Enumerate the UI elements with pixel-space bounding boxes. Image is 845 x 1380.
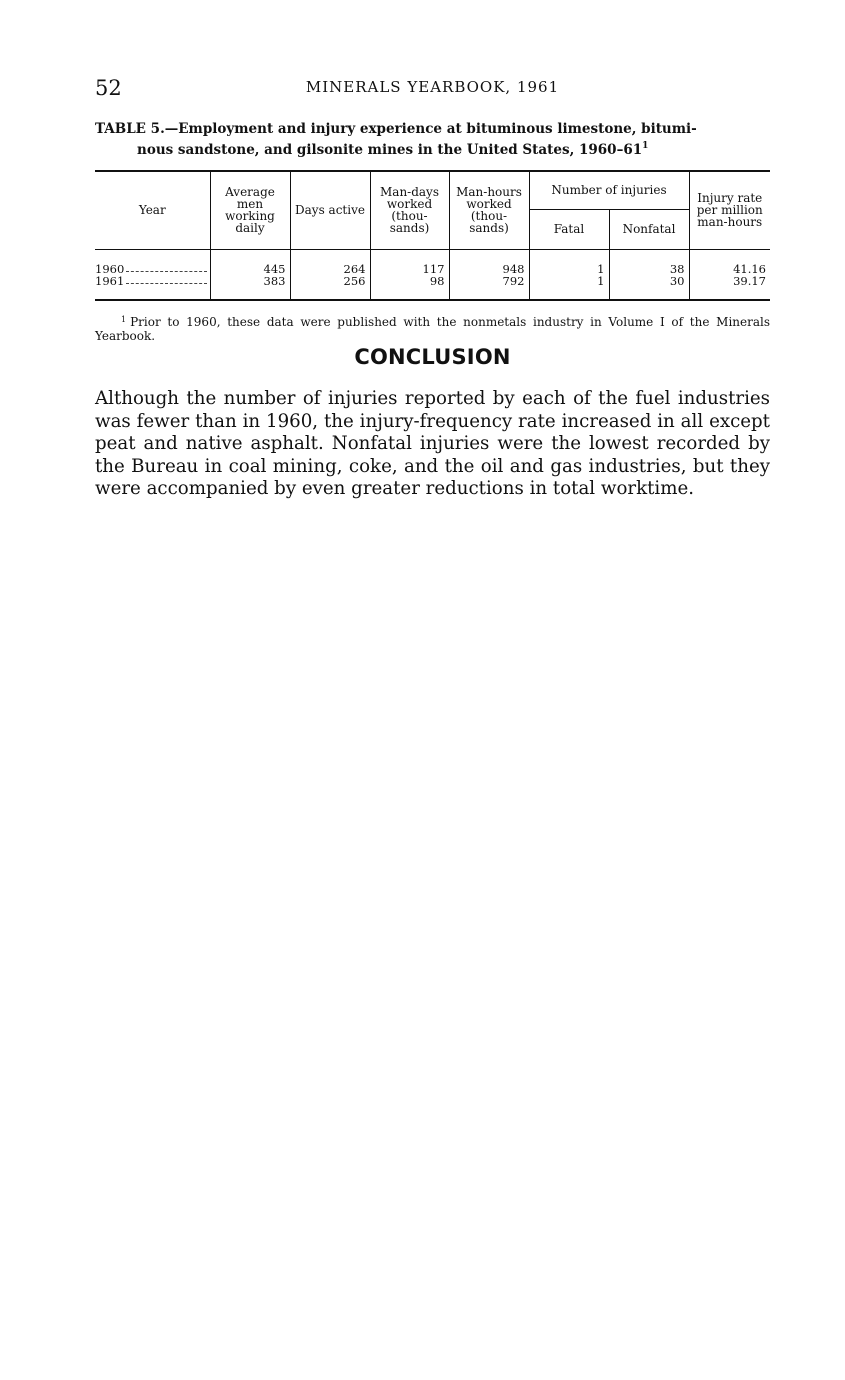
dot-leader [126,270,207,272]
page-number: 52 [95,76,122,100]
cell-injury-rate: 39.17 [689,275,770,300]
running-head [95,76,770,102]
table-row [95,275,770,300]
cell-man-days: 117 [370,249,449,275]
cell-fatal: 1 [529,249,609,275]
table-row [95,249,770,275]
header-man-days: Man-days worked (thou- sands) [370,171,449,249]
header-number-of-injuries: Number of injuries [529,171,689,209]
conclusion-paragraph: Although the number of injuries reported by each of the fuel industries was fewer than in 1960, the injury-frequency rate increased in all except peat and native asphalt. Nonfatal injuries were the lowest recorded by the Bureau in coal mining, coke, and the oil and gas industries, but they were accompanied by even greater reductions in total worktime. [95,388,770,499]
cell-man-hours: 792 [449,275,529,300]
injury-table [95,170,770,301]
header-nonfatal: Nonfatal [609,209,689,249]
row-year: 1960 [95,261,125,276]
dot-leader [126,282,207,284]
running-title: MINERALS YEARBOOK, 1961 [305,78,560,96]
cell-man-days: 98 [370,275,449,300]
row-year: 1961 [95,273,125,288]
cell-days-active: 256 [290,275,370,300]
table-title-footnote-mark: 1 [642,141,649,151]
header-fatal: Fatal [529,209,609,249]
header-injury-rate: Injury rate per million man-hours [689,171,770,249]
cell-nonfatal: 30 [609,275,689,300]
section-heading: CONCLUSION [354,345,511,369]
table-footnote [95,313,770,343]
cell-injury-rate: 41.16 [689,249,770,275]
table-title-line-1: TABLE 5.—Employment and injury experience at bituminous limestone, bitumi- [95,121,697,137]
header-days-active: Days active [290,171,370,249]
header-average-men: Average men working daily [210,171,290,249]
table-title-line-2: nous sandstone, and gilsonite mines in the United States, 1960–61 [137,142,643,158]
footnote-mark: 1 [121,315,127,324]
footnote-text: Prior to 1960, these data were published with the nonmetals industry in Volume I of the Minerals Yearbook. [95,315,770,343]
cell-nonfatal: 38 [609,249,689,275]
header-man-hours: Man-hours worked (thou- sands) [449,171,529,249]
cell-average-men: 383 [210,275,290,300]
table-title [95,121,770,159]
cell-days-active: 264 [290,249,370,275]
cell-average-men: 445 [210,249,290,275]
cell-fatal: 1 [529,275,609,300]
header-year: Year [95,171,210,249]
cell-man-hours: 948 [449,249,529,275]
